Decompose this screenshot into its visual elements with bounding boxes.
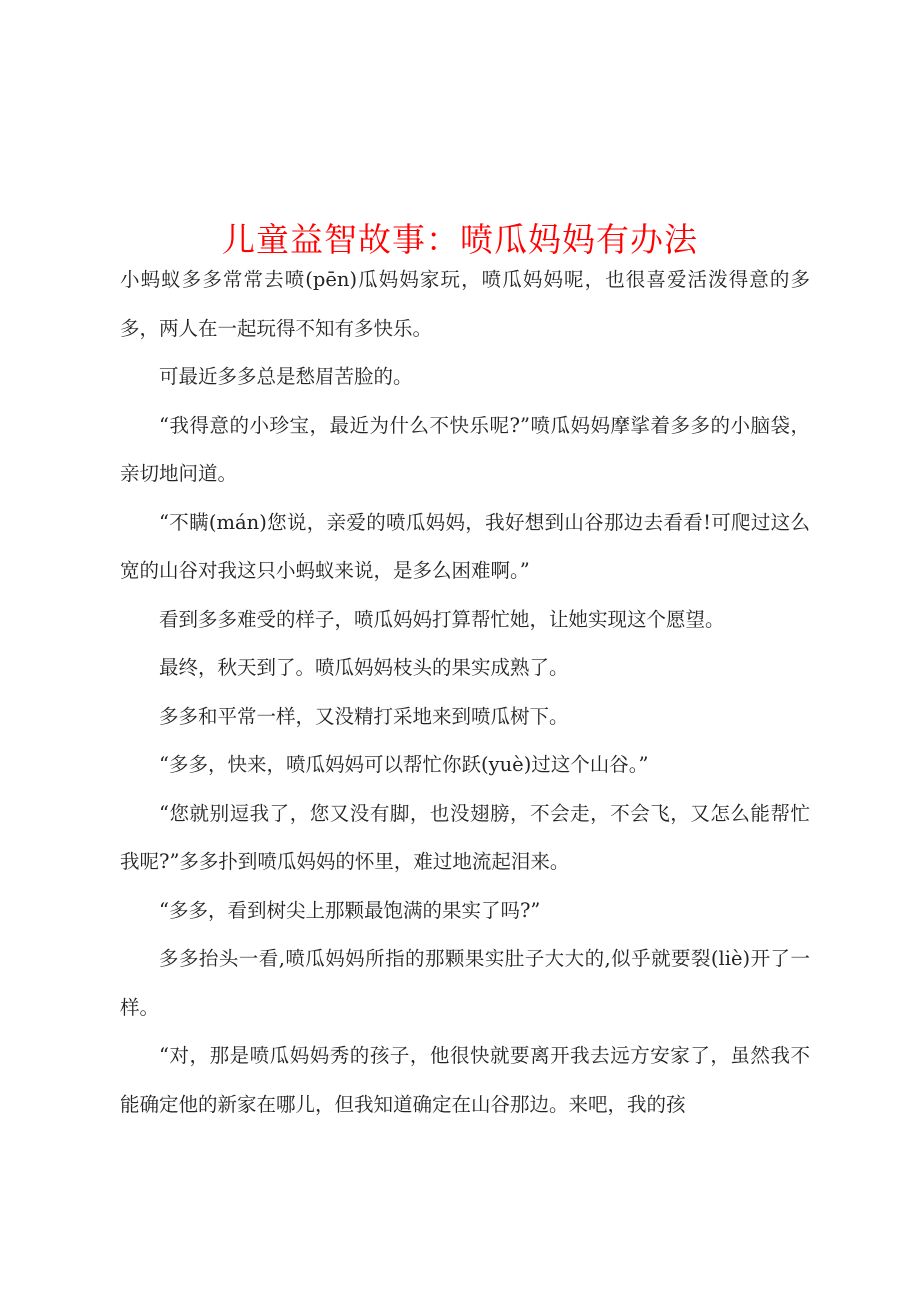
paragraph: “对，那是喷瓜妈妈秀的孩子，他很快就要离开我去远方安家了，虽然我不能确定他的新家在哪儿，但我知道确定在山谷那边。来吧，我的孩 [120, 1044, 810, 1116]
paragraph: “我得意的小珍宝，最近为什么不快乐呢?”喷瓜妈妈摩挲着多多的小脑袋，亲切地问道。 [120, 413, 810, 485]
paragraph: “不瞒(mán)您说，亲爱的喷瓜妈妈，我好想到山谷那边去看看!可爬过这么宽的山谷对我这只小蚂蚁来说，是多么困难啊。” [120, 510, 810, 582]
paragraph: 多多抬头一看,喷瓜妈妈所指的那颗果实肚子大大的,似乎就要裂(liè)开了一样。 [120, 947, 810, 1019]
paragraph: “多多，看到树尖上那颗最饱满的果实了吗?” [159, 898, 541, 922]
paragraph: 小蚂蚁多多常常去喷(pēn)瓜妈妈家玩，喷瓜妈妈呢，也很喜爱活泼得意的多多，两人在一起玩得不知有多快乐。 [120, 268, 810, 340]
paragraph: 可最近多多总是愁眉苦脸的。 [159, 365, 413, 388]
paragraph: 多多和平常一样，又没精打采地来到喷瓜树下。 [159, 704, 569, 728]
paragraph: 看到多多难受的样子，喷瓜妈妈打算帮忙她，让她实现这个愿望。 [159, 607, 725, 631]
document-title: 儿童益智故事：喷瓜妈妈有办法 [222, 220, 698, 260]
paragraph: “多多，快来，喷瓜妈妈可以帮忙你跃(yuè)过这个山谷。” [159, 753, 649, 776]
document-body [120, 256, 810, 1129]
paragraph: 最终，秋天到了。喷瓜妈妈枝头的果实成熟了。 [159, 656, 569, 679]
paragraph: “您就别逗我了，您又没有脚，也没翅膀，不会走，不会飞，又怎么能帮忙我呢?”多多扑到喷瓜妈妈的怀里，难过地流起泪来。 [120, 801, 810, 873]
